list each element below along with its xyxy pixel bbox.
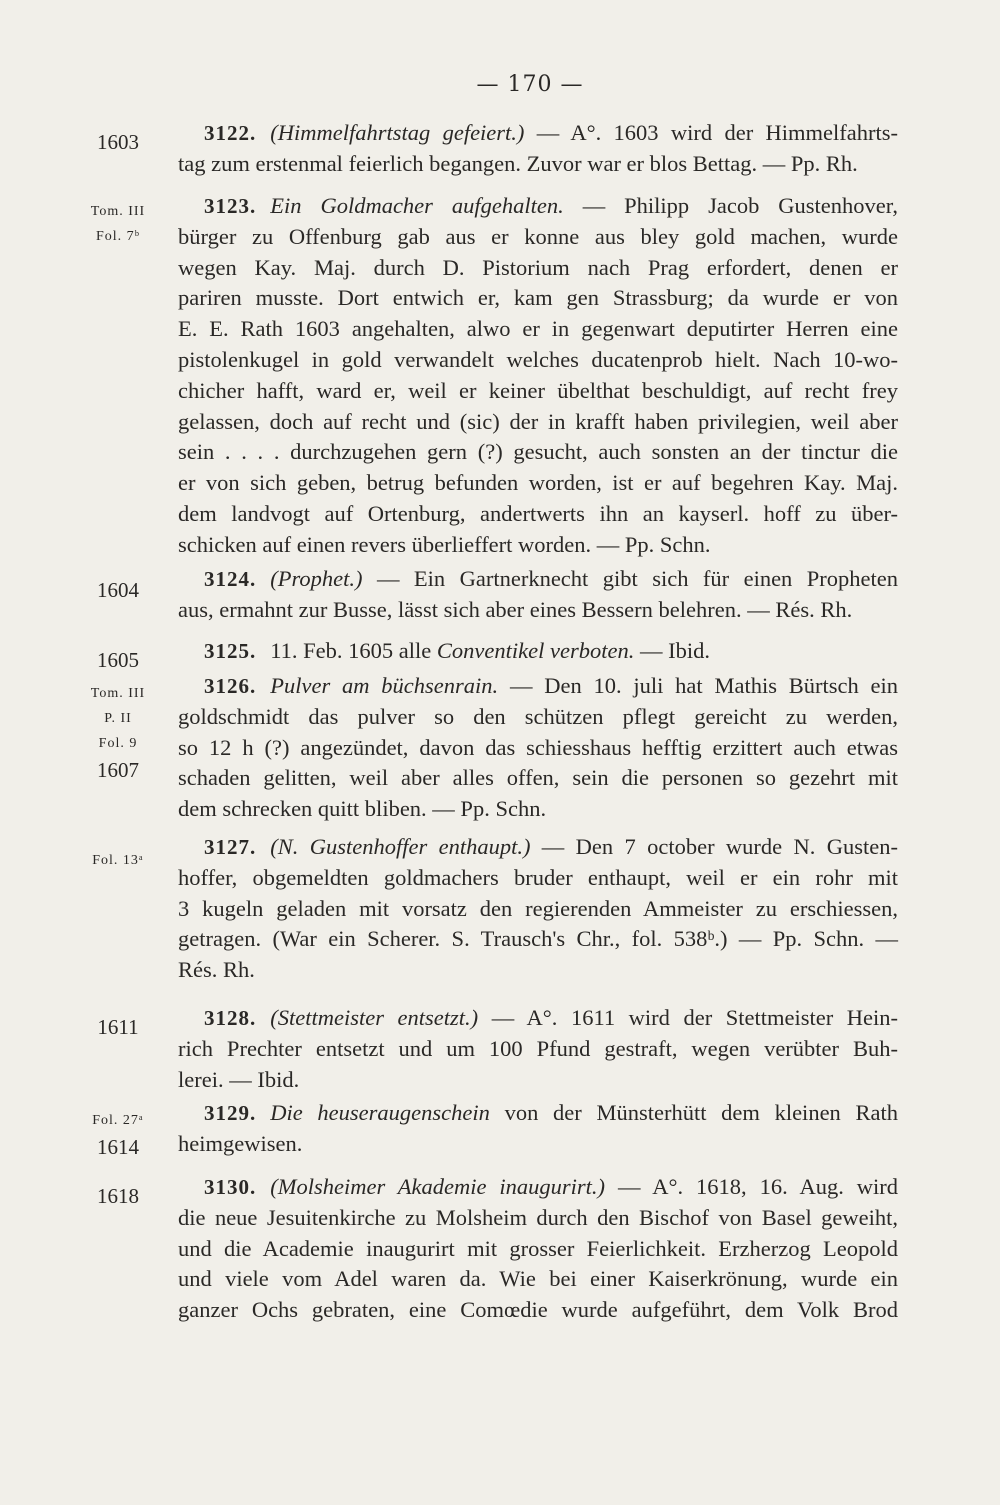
margin-year: 1604 <box>97 578 139 602</box>
entry-number: 3129. <box>204 1101 257 1125</box>
margin-year: 1611 <box>97 1015 139 1039</box>
entry-number: 3130. <box>204 1175 257 1199</box>
entry-text: 3130. (Molsheimer Akademie inaugurirt.) — A°. 1618, 16. Aug. wird die neue Jesuitenkirche zu Molsheim durch den Bischof von Basel geweiht, und die Academie inaugurirt mit grosser Feierlichkeit. Erzherzog Leopold und viele vom Adel waren da. Wie bei einer Kaiserkrönung, wurde ein ganzer Ochs gebraten, eine Comœdie wurde aufgeführt, dem Volk Brod <box>178 1174 899 1323</box>
entry-title: (Prophet.) <box>270 566 363 591</box>
entry-text: 3123. Ein Goldmacher aufgehalten. — Philipp Jacob Gustenhover, bürger zu Offenburg gab aus er konne aus bley gold machen, wurde wegen Kay. Maj. durch D. Pistorium nach Prag erfordert, denen er pariren musste. Dort entwich er, kam gen Strassburg; da wurde er von E. E. Rath 1603 angehalten, alwo er in gegenwart deputirter Herren eine pistolenkugel in gold verwandelt welches ducatenprob hielt. Nach 10-wo- chicher hafft, ward er, weil er keiner übelthat beschuldigt, auf recht frey gelassen, doch auf recht und (sic) der in krafft haben privilegien, weil aber sein . . . . durchzugehen gern (?) gesucht, auch sonsten an der tinctur die er von sich geben, betrug befunden worden, ist er auf begehren Kay. Maj. dem landvogt auf Ortenburg, andertwerts ihn an kayserl. hoff zu über- schicken auf einen revers überlieffert worden. — Pp. Schn. <box>178 193 898 557</box>
entry-text: 3125. 11. Feb. 1605 alle Conventikel verboten. — Ibid. <box>204 638 710 663</box>
margin-note <box>58 128 178 156</box>
margin-year: 1607 <box>97 758 139 782</box>
entry-title: (Molsheimer Akademie inaugurirt.) <box>270 1174 606 1199</box>
page-number: — 170 — <box>476 72 584 97</box>
margin-reference: Fol. 13ᵃ <box>92 853 144 868</box>
entry-title: Conventikel verboten. <box>436 638 635 663</box>
margin-note <box>58 576 178 604</box>
entry-text: 3129. Die heuseraugenschein von der Münsterhütt dem kleinen Rath heimgewisen. <box>178 1100 898 1156</box>
entry-number: 3123. <box>204 194 257 218</box>
margin-note <box>58 1013 178 1041</box>
entry-number: 3122. <box>204 121 257 145</box>
margin-note <box>58 848 178 873</box>
entry-title: (Himmelfahrtstag gefeiert.) <box>270 120 525 145</box>
entry-text: 3126. Pulver am büchsenrain. — Den 10. juli hat Mathis Bürtsch ein goldschmidt das pulver so den schützen pflegt gereicht zu werden, so 12 h (?) angezündet, davon das schiesshaus hefftig erzittert auch etwas schaden gelitten, weil aber alles offen, sein die personen so gezehrt mit dem schrecken quitt bliben. — Pp. Schn. <box>178 673 898 822</box>
margin-reference: Fol. 9 <box>98 736 138 751</box>
entry-title: Die heuseraugenschein <box>270 1100 490 1125</box>
entry-number: 3124. <box>204 567 257 591</box>
margin-reference: Tom. III <box>90 204 146 219</box>
margin-year: 1605 <box>97 648 139 672</box>
entry-number: 3128. <box>204 1006 257 1030</box>
margin-year: 1618 <box>97 1184 139 1208</box>
margin-reference: P. II <box>104 711 132 726</box>
entry-number: 3126. <box>204 674 257 698</box>
entry-title: Ein Goldmacher aufgehalten. <box>270 193 564 218</box>
margin-note <box>58 1108 178 1161</box>
entry-text: 3127. (N. Gustenhoffer enthaupt.) — Den 7 october wurde N. Gusten- hoffer, obgemeldten goldmachers bruder enthaupt, weil er ein rohr mit 3 kugeln geladen mit vorsatz den regierenden Ammeister zu erschiessen, getragen. (War ein Scherer. S. Trausch's Chr., fol. 538ᵇ.) — Pp. Schn. — Rés. Rh. <box>178 834 898 983</box>
margin-year: 1603 <box>97 130 139 154</box>
entry-title: (Stettmeister entsetzt.) <box>270 1005 479 1030</box>
margin-reference: Fol. 7ᵇ <box>95 229 140 244</box>
entry-text: 3128. (Stettmeister entsetzt.) — A°. 1611 wird der Stettmeister Hein- rich Prechter entsetzt und um 100 Pfund gestraft, wegen verübter Buh- lerei. — Ibid. <box>178 1005 899 1092</box>
entry-text: 3122. (Himmelfahrtstag gefeiert.) — A°. 1603 wird der Himmelfahrts- tag zum erstenmal feierlich begangen. Zuvor war er blos Bettag. — Pp. Rh. <box>178 120 898 176</box>
margin-reference: Tom. III <box>90 686 146 701</box>
margin-reference: Fol. 27ᵃ <box>92 1113 144 1128</box>
margin-note <box>58 646 178 674</box>
entry-number: 3127. <box>204 835 257 859</box>
margin-note <box>58 681 178 784</box>
margin-year: 1614 <box>97 1135 139 1159</box>
entry-title: Pulver am büchsenrain. <box>270 673 499 698</box>
margin-note <box>58 199 178 249</box>
entry-title: (N. Gustenhoffer enthaupt.) <box>270 834 531 859</box>
entry-number: 3125. <box>204 639 257 663</box>
margin-note <box>58 1182 178 1210</box>
entry-text: 3124. (Prophet.) — Ein Gartnerknecht gibt sich für einen Propheten aus, ermahnt zur Busse, lässt sich aber eines Bessern belehren. — Rés. Rh. <box>178 566 898 622</box>
